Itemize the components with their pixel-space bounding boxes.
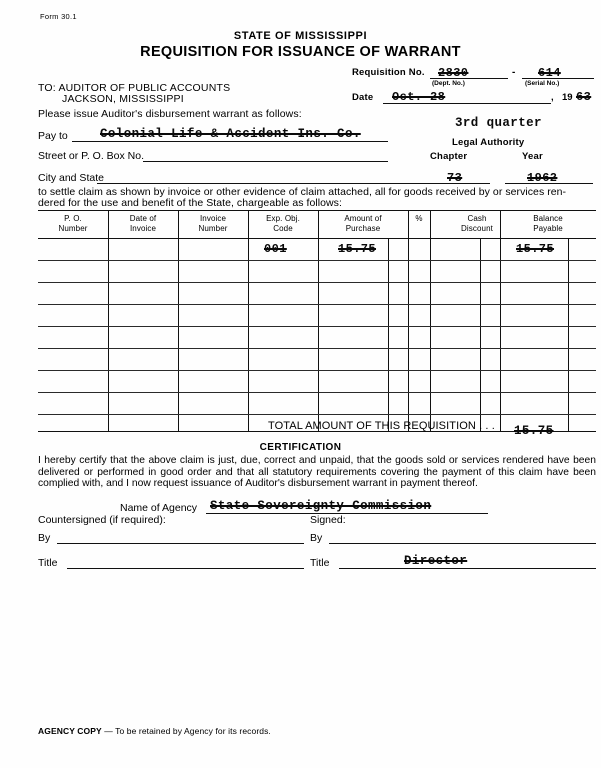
document-title: REQUISITION FOR ISSUANCE OF WARRANT [140, 44, 461, 60]
by-left-label: By [38, 532, 51, 544]
table-vline-4 [318, 211, 319, 431]
table-row-divider [38, 326, 596, 327]
requisition-no-label: Requisition No. [352, 67, 425, 78]
chapter-value: 73 [447, 171, 463, 185]
table-header-divider [38, 238, 596, 239]
col-exp-l1: Exp. Obj. [266, 214, 300, 223]
footer-rest: — To be retained by Agency for its records. [101, 726, 271, 736]
quarter-value: 3rd quarter [455, 116, 542, 130]
title-left-label: Title [38, 557, 58, 569]
table-vline-3 [248, 211, 249, 431]
table-cents-divider-discount [480, 239, 481, 431]
state-title: STATE OF MISSISSIPPI [233, 30, 368, 42]
signed-label: Signed: [310, 514, 346, 526]
street-rule [143, 161, 388, 162]
table-row-divider [38, 392, 596, 393]
table-vline-7 [500, 211, 501, 431]
certification-body: I hereby certify that the above claim is just, due, correct and unpaid, that the goods sold or services rendered have been delivered or performed in good order and that all statutory requirements covering the payment of this claim have been complied with, and I now request issuance of Auditor's disbursement warrant in payment thereof. [38, 455, 596, 490]
col-cd-l1: Cash [467, 214, 487, 223]
addressee-line-1: TO: AUDITOR OF PUBLIC ACCOUNTS [38, 82, 231, 94]
requisition-serial-caption: (Serial No.) [525, 80, 560, 87]
by-left-rule [57, 543, 304, 544]
col-exp-l2: Code [273, 224, 293, 233]
legal-authority-heading: Legal Authority [452, 137, 525, 148]
by-right-label: By [310, 532, 323, 544]
table-row-divider [38, 370, 596, 371]
street-label: Street or P. O. Box No. [38, 150, 145, 162]
table-cents-divider-amount [388, 239, 389, 431]
pay-to-rule [72, 141, 388, 142]
table-vline-6 [430, 211, 431, 431]
settle-clause-line-2: dered for the use and benefit of the State, chargeable as follows: [38, 197, 342, 209]
table-row-divider [38, 282, 596, 283]
requisition-dept-number: 2830 [438, 66, 469, 80]
form-number: Form 30.1 [40, 12, 77, 21]
column-header-po-number [38, 214, 108, 234]
cell-balance-payable: 15.75 [516, 242, 555, 256]
agency-name-rule [206, 513, 488, 514]
date-label: Date [352, 92, 374, 103]
agency-name-value: State Sovereignty Commission [210, 499, 432, 513]
col-bp-l1: Balance [533, 214, 563, 223]
col-cd-l2: Discount [461, 224, 493, 233]
column-header-invoice-number [178, 214, 248, 234]
col-po-l2: Number [58, 224, 88, 233]
requisition-dash: - [512, 67, 516, 78]
footer-bold-part: AGENCY COPY [38, 726, 102, 736]
instruction-text: Please issue Auditor's disbursement warrant as follows: [38, 108, 302, 120]
settle-clause-line-1: to settle claim as shown by invoice or other evidence of claim attached, all for goods received by or services ren- [38, 186, 567, 198]
year-label: Year [522, 151, 543, 162]
city-state-rule [97, 183, 442, 184]
requisition-serial-number: 614 [538, 66, 561, 80]
col-date-l2: Invoice [129, 224, 157, 233]
requisition-dept-caption: (Dept. No.) [432, 80, 465, 87]
column-header-balance-payable [500, 214, 596, 234]
year-suffix: 63 [576, 90, 592, 104]
cell-amount-of-purchase: 15.75 [338, 242, 377, 256]
table-row-divider [38, 304, 596, 305]
year-prefix: 19 [562, 92, 573, 103]
table-vline-1 [108, 211, 109, 431]
city-state-label: City and State [38, 172, 104, 184]
date-comma: , [551, 92, 554, 103]
footer-note [38, 726, 271, 736]
col-po-l1: P. O. [64, 214, 82, 223]
col-date-l1: Date of [129, 214, 157, 223]
pay-to-value: Colonial Life & Accident Ins. Co. [100, 127, 361, 141]
addressee-line-2: JACKSON, MISSISSIPPI [62, 93, 184, 105]
col-bp-l2: Payable [533, 224, 563, 233]
date-value: Oct. 28 [392, 90, 446, 104]
column-header-percent [408, 214, 430, 224]
legal-year-value: 1962 [527, 171, 558, 185]
col-pct-l1: % [415, 214, 423, 223]
title-left-rule [67, 568, 304, 569]
agency-name-label: Name of Agency [120, 502, 198, 514]
column-header-amount-of-purchase [318, 214, 408, 234]
column-header-date-of-invoice [108, 214, 178, 234]
title-right-value: Director [404, 554, 468, 568]
by-right-rule [329, 543, 596, 544]
cell-exp-obj-code: 001 [264, 242, 287, 256]
total-value: 15.75 [514, 424, 554, 438]
pay-to-label: Pay to [38, 130, 68, 142]
title-right-rule [339, 568, 596, 569]
table-row-divider [38, 260, 596, 261]
col-invno-l1: Invoice [199, 214, 227, 223]
total-label: TOTAL AMOUNT OF THIS REQUISITION . . . [268, 420, 495, 432]
chapter-label: Chapter [430, 151, 468, 162]
countersigned-label: Countersigned (if required): [38, 514, 166, 526]
title-right-label: Title [310, 557, 330, 569]
line-items-table [38, 210, 596, 432]
table-vline-5 [408, 211, 409, 431]
certification-title: CERTIFICATION [259, 442, 342, 453]
table-vline-2 [178, 211, 179, 431]
col-invno-l2: Number [198, 224, 228, 233]
table-row-divider [38, 414, 596, 415]
table-cents-divider-balance [568, 239, 569, 431]
col-amt-l1: Amount of [344, 214, 382, 223]
table-row-divider [38, 348, 596, 349]
column-header-exp-obj-code [248, 214, 318, 234]
col-amt-l2: Purchase [345, 224, 381, 233]
